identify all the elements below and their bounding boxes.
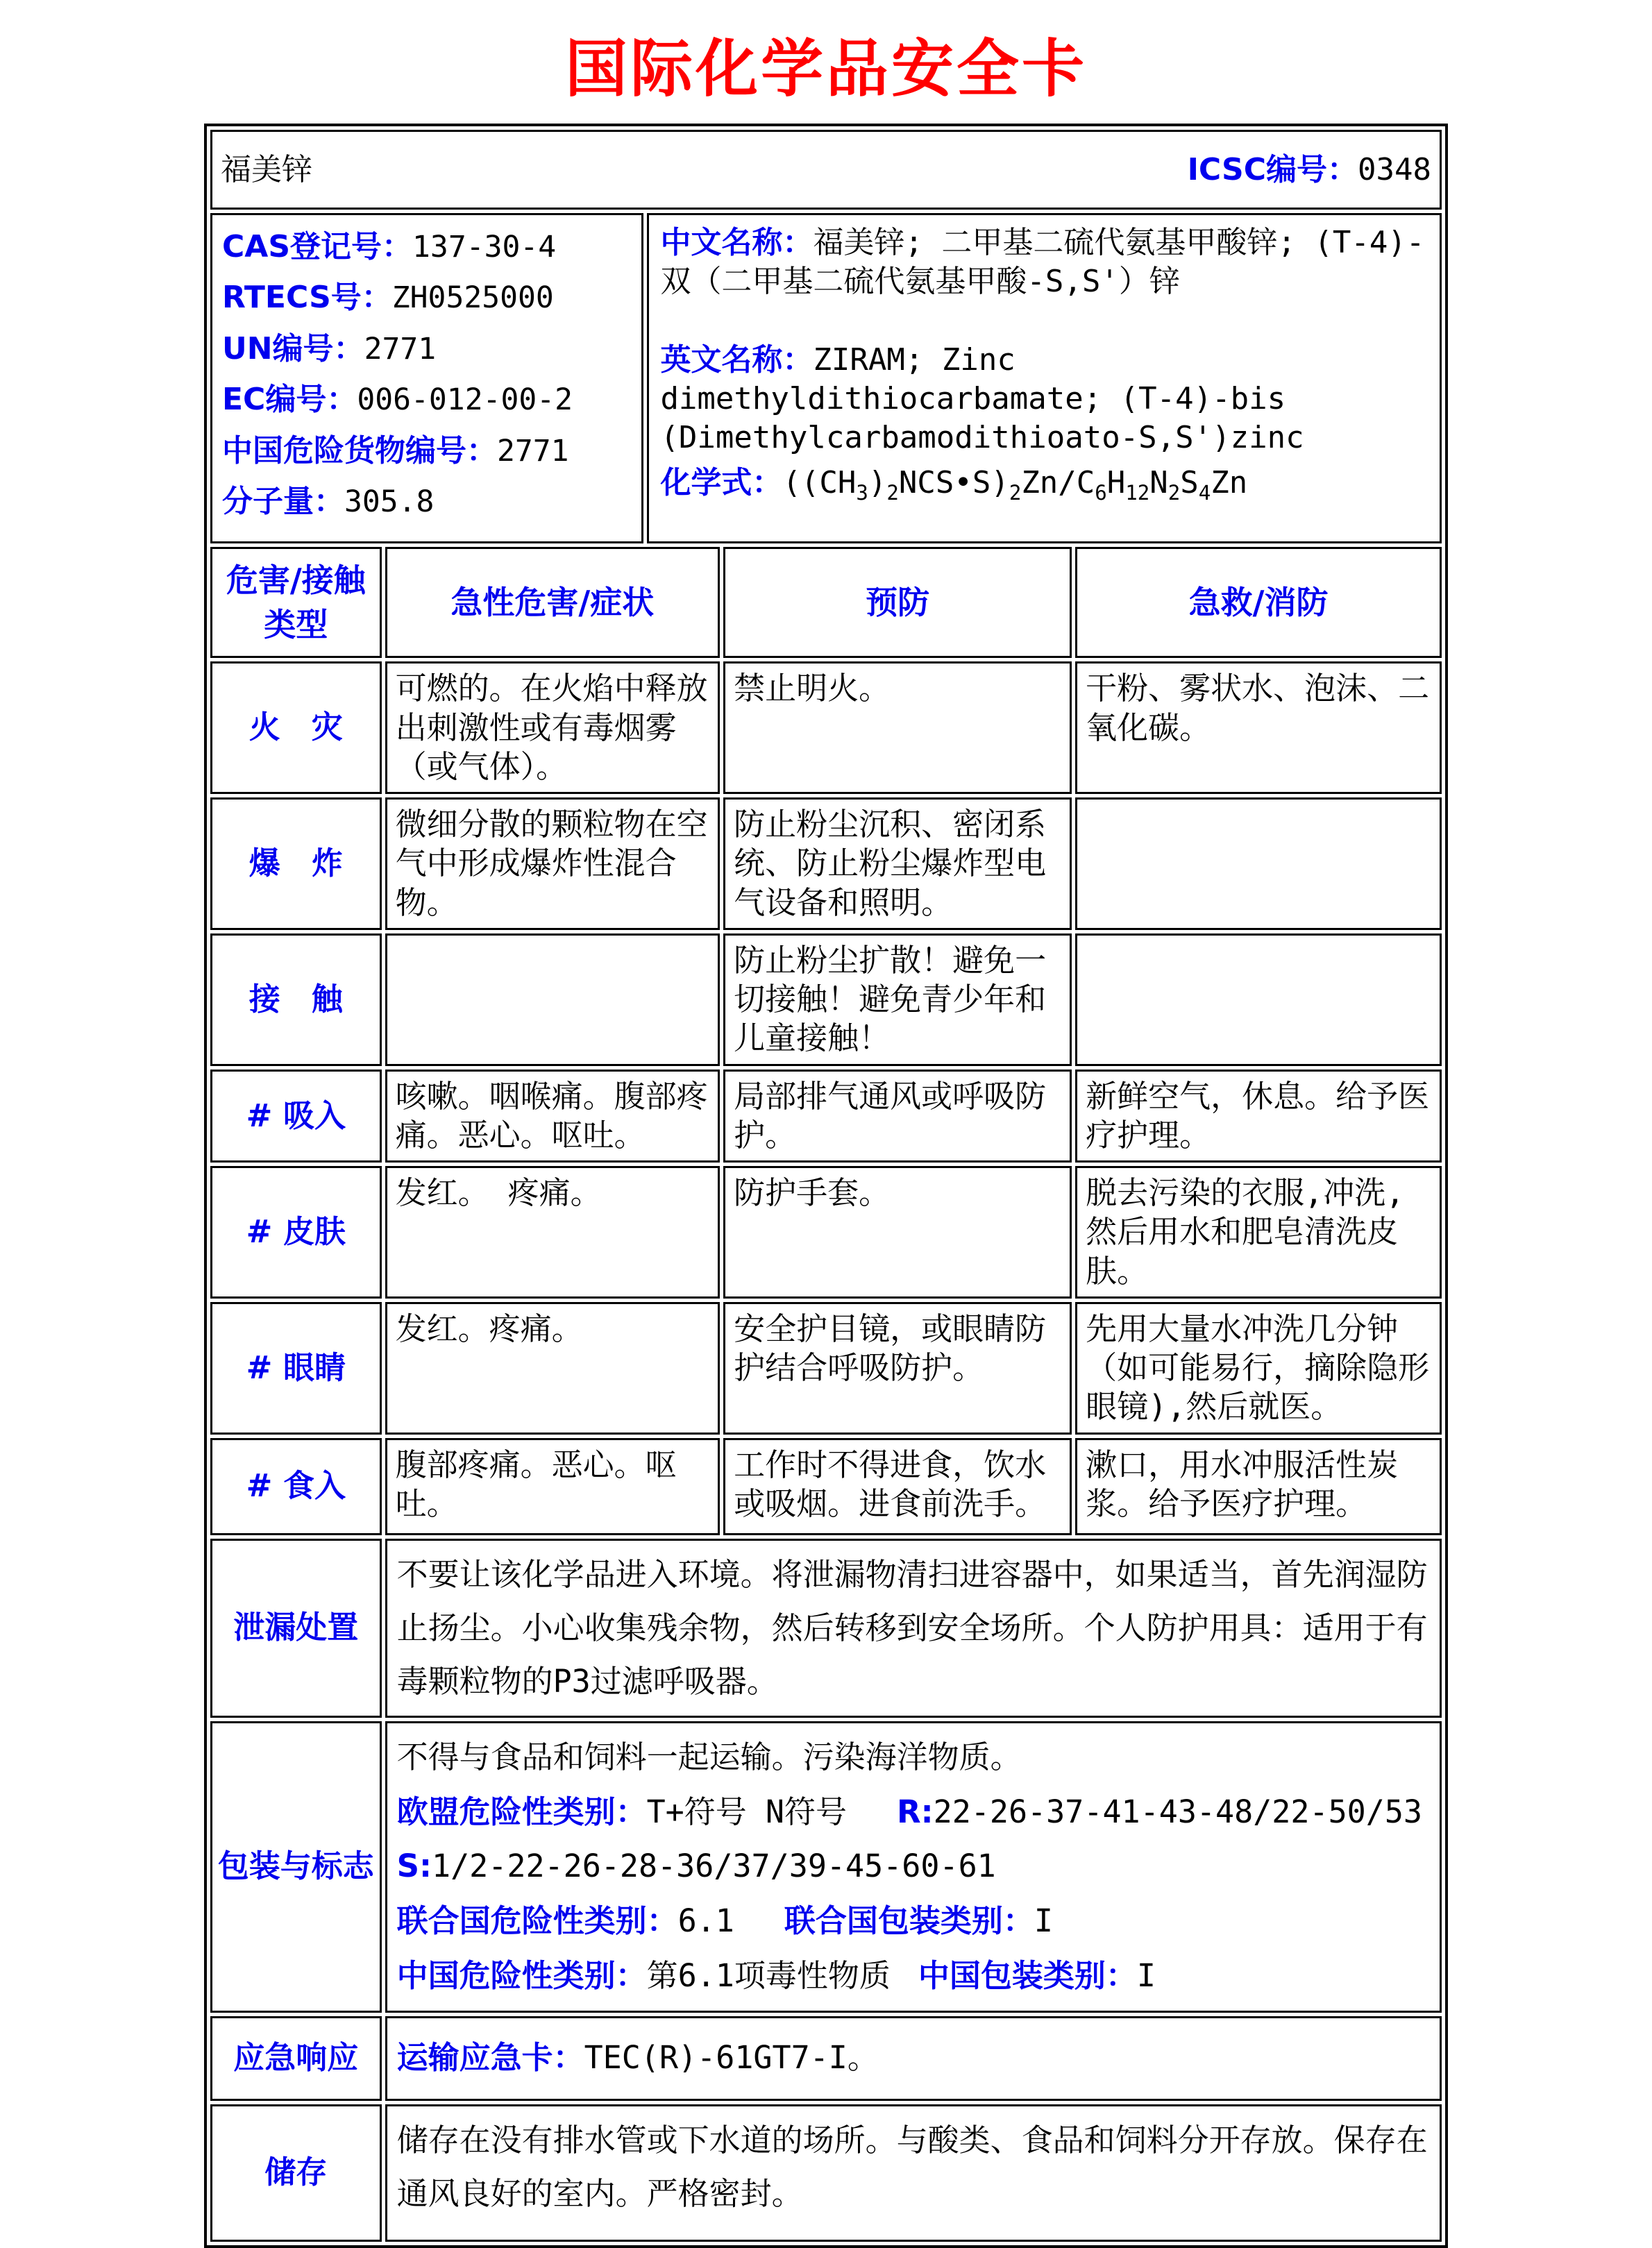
un-class-label: 联合国危险性类别：: [396, 1902, 678, 1940]
hazard-row-contact: [210, 933, 1442, 1066]
un-pack-group-value: I: [1034, 1902, 1053, 1940]
ec-number-line: [222, 379, 632, 420]
emergency-response-row: [210, 2016, 1442, 2101]
hazard-row-contact-label: 接 触: [210, 933, 382, 1066]
hazard-row-ingestion-first-aid: 漱口，用水冲服活性炭浆。给予医疗护理。: [1075, 1438, 1442, 1535]
china-pack-group-value: I: [1136, 1957, 1156, 1994]
un-number-label: UN编号：: [222, 330, 364, 366]
page-title: 国际化学品安全卡: [565, 33, 1087, 105]
icsc-card: [204, 124, 1448, 2248]
packaging-labelling-row: [210, 1721, 1442, 2013]
card-header-row: [210, 130, 1442, 210]
china-pack-group-label: 中国包装类别：: [918, 1957, 1137, 1994]
hazard-row-explosion: [210, 797, 1442, 930]
hazard-row-ingestion-label: # 食入: [210, 1438, 382, 1535]
cas-number-line: [222, 226, 632, 267]
un-class-value: 6.1: [677, 1902, 734, 1940]
storage-row: [210, 2104, 1442, 2242]
china-class-label: 中国危险性类别：: [396, 1957, 647, 1994]
ec-number-label: EC编号：: [222, 382, 357, 418]
rtecs-number-value: ZH0525000: [391, 280, 554, 316]
chemical-formula-line: [660, 464, 1428, 506]
chinese-name-label: 中文名称：: [660, 225, 814, 260]
names-cell: [647, 213, 1442, 543]
hazard-row-ingestion: [210, 1438, 1442, 1535]
un-pack-group-label: 联合国包装类别：: [784, 1902, 1034, 1940]
packaging-transport-note: 不得与食品和饲料一起运输。污染海洋物质。: [396, 1738, 1022, 1775]
hazard-row-eyes-symptoms: 发红。疼痛。: [385, 1302, 720, 1435]
china-dg-number-value: 2771: [497, 433, 569, 468]
packaging-labelling-content: [385, 1721, 1442, 2013]
hazard-row-explosion-prevention: 防止粉尘沉积、密闭系统、防止粉尘爆炸型电气设备和照明。: [723, 797, 1072, 930]
eu-class-value: T+符号 N符号: [646, 1793, 847, 1830]
chinese-name-value: 福美锌; 二甲基二硫代氨基甲酸锌; (T-4)-双（二甲基二硫代氨基甲酸-S,S'）锌: [660, 225, 1425, 300]
emergency-response-content: [385, 2016, 1442, 2101]
hazard-row-eyes: [210, 1302, 1442, 1435]
storage-label: 储存: [210, 2104, 382, 2242]
packaging-china-line: [397, 1949, 1430, 2004]
hazard-row-eyes-prevention: 安全护目镜，或眼睛防护结合呼吸防护。: [723, 1302, 1072, 1435]
r-phrases-value: 22-26-37-41-43-48/22-50/53: [933, 1793, 1423, 1830]
chemical-formula-label: 化学式：: [660, 464, 783, 500]
hazard-row-fire-label: 火 灾: [210, 661, 382, 794]
column-header-prevention: 预防: [723, 547, 1072, 658]
hazard-row-explosion-label: 爆 炸: [210, 797, 382, 930]
hazard-row-fire-prevention: 禁止明火。: [723, 661, 1072, 794]
hazard-row-inhalation: [210, 1070, 1442, 1163]
hazard-row-inhalation-prevention: 局部排气通风或呼吸防护。: [723, 1070, 1072, 1163]
china-dg-number-label: 中国危险货物编号：: [222, 432, 497, 468]
card-header-cell: [210, 130, 1442, 210]
transport-emergency-card-label: 运输应急卡：: [396, 2039, 584, 2077]
hazard-row-inhalation-label: # 吸入: [210, 1070, 382, 1163]
packaging-s-phrases-line: [397, 1839, 1430, 1894]
china-class-value: 第6.1项毒性物质: [646, 1957, 891, 1994]
un-number-value: 2771: [364, 331, 437, 366]
hazard-row-eyes-first-aid: 先用大量水冲洗几分钟（如可能易行，摘除隐形眼镜),然后就医。: [1075, 1302, 1442, 1435]
substance-name: 福美锌: [221, 152, 312, 187]
english-name-label: 英文名称：: [660, 341, 814, 378]
hazard-row-ingestion-prevention: 工作时不得进食，饮水或吸烟。进食前洗手。: [723, 1438, 1072, 1535]
column-header-first-aid: 急救/消防: [1075, 547, 1442, 658]
chinese-name-line: [660, 223, 1428, 302]
hazard-row-inhalation-symptoms: 咳嗽。咽喉痛。腹部疼痛。恶心。呕吐。: [385, 1070, 720, 1163]
hazard-row-skin-symptoms: 发红。 疼痛。: [385, 1166, 720, 1299]
hazard-row-explosion-first-aid: [1075, 797, 1442, 930]
identifiers-cell: [210, 213, 643, 543]
english-name-value: ZIRAM; Zinc dimethyldithiocarbamate; (T-4)-bis (Dimethylcarbamodithioato-S,S')zinc: [660, 341, 1304, 456]
molecular-weight-line: [222, 481, 632, 522]
packaging-eu-class-line: [397, 1785, 1430, 1840]
icsc-number-label: ICSC编号：: [1187, 152, 1358, 187]
rtecs-number-label: RTECS号：: [222, 280, 392, 316]
packaging-un-line: [397, 1894, 1430, 1949]
english-name-line: [660, 341, 1428, 458]
hazard-row-fire: [210, 661, 1442, 794]
hazard-row-contact-prevention: 防止粉尘扩散！避免一切接触！避免青少年和儿童接触！: [723, 933, 1072, 1066]
hazard-table-header-row: [210, 547, 1442, 658]
column-header-hazard-type: 危害/接触类型: [210, 547, 382, 658]
s-phrases-label: S:: [396, 1848, 432, 1885]
hazard-row-fire-first-aid: 干粉、雾状水、泡沫、二氧化碳。: [1075, 661, 1442, 794]
un-number-line: [222, 328, 632, 369]
hazard-row-eyes-label: # 眼睛: [210, 1302, 382, 1435]
hazard-row-skin-label: # 皮肤: [210, 1166, 382, 1299]
hazard-row-inhalation-first-aid: 新鲜空气，休息。给予医疗护理。: [1075, 1070, 1442, 1163]
hazard-row-skin: [210, 1166, 1442, 1299]
storage-text: 储存在没有排水管或下水道的场所。与酸类、食品和饲料分开存放。保存在通风良好的室内。严格密封。: [385, 2104, 1442, 2242]
transport-emergency-card-value: TEC(R)-61GT7-I。: [584, 2039, 879, 2077]
emergency-response-label: 应急响应: [210, 2016, 382, 2101]
china-dg-number-line: [222, 430, 632, 471]
spill-disposal-text: 不要让该化学品进入环境。将泄漏物清扫进容器中，如果适当，首先润湿防止扬尘。小心收集残余物，然后转移到安全场所。个人防护用具：适用于有毒颗粒物的P3过滤呼吸器。: [385, 1539, 1442, 1718]
molecular-weight-label: 分子量：: [222, 483, 344, 519]
hazard-row-explosion-symptoms: 微细分散的颗粒物在空气中形成爆炸性混合物。: [385, 797, 720, 930]
spill-disposal-label: 泄漏处置: [210, 1539, 382, 1718]
chemical-formula-value: $((CH_3)_2NCS•S)_2Zn/C_6H_{12}N_2S_4Zn$: [782, 464, 1248, 505]
hazard-row-contact-symptoms: [385, 933, 720, 1066]
cas-number-value: 137-30-4: [412, 230, 557, 264]
packaging-labelling-label: 包装与标志: [210, 1721, 382, 2013]
hazard-row-skin-first-aid: 脱去污染的衣服,冲洗,然后用水和肥皂清洗皮肤。: [1075, 1166, 1442, 1299]
rtecs-number-line: [222, 277, 632, 318]
hazard-row-ingestion-symptoms: 腹部疼痛。恶心。呕吐。: [385, 1438, 720, 1535]
identity-row: [210, 213, 1442, 543]
icsc-number: [1188, 151, 1431, 189]
eu-class-label: 欧盟危险性类别：: [396, 1793, 647, 1830]
cas-number-label: CAS登记号：: [222, 229, 413, 264]
icsc-number-value: 0348: [1358, 152, 1431, 187]
r-phrases-label: R:: [896, 1793, 934, 1830]
column-header-symptoms: 急性危害/症状: [385, 547, 720, 658]
ec-number-value: 006-012-00-2: [357, 382, 573, 418]
hazard-row-fire-symptoms: 可燃的。在火焰中释放出刺激性或有毒烟雾（或气体）。: [385, 661, 720, 794]
spill-disposal-row: [210, 1539, 1442, 1718]
hazard-row-skin-prevention: 防护手套。: [723, 1166, 1072, 1299]
molecular-weight-value: 305.8: [344, 484, 435, 519]
hazard-row-contact-first-aid: [1075, 933, 1442, 1066]
s-phrases-value: 1/2-22-26-28-36/37/39-45-60-61: [431, 1848, 996, 1885]
